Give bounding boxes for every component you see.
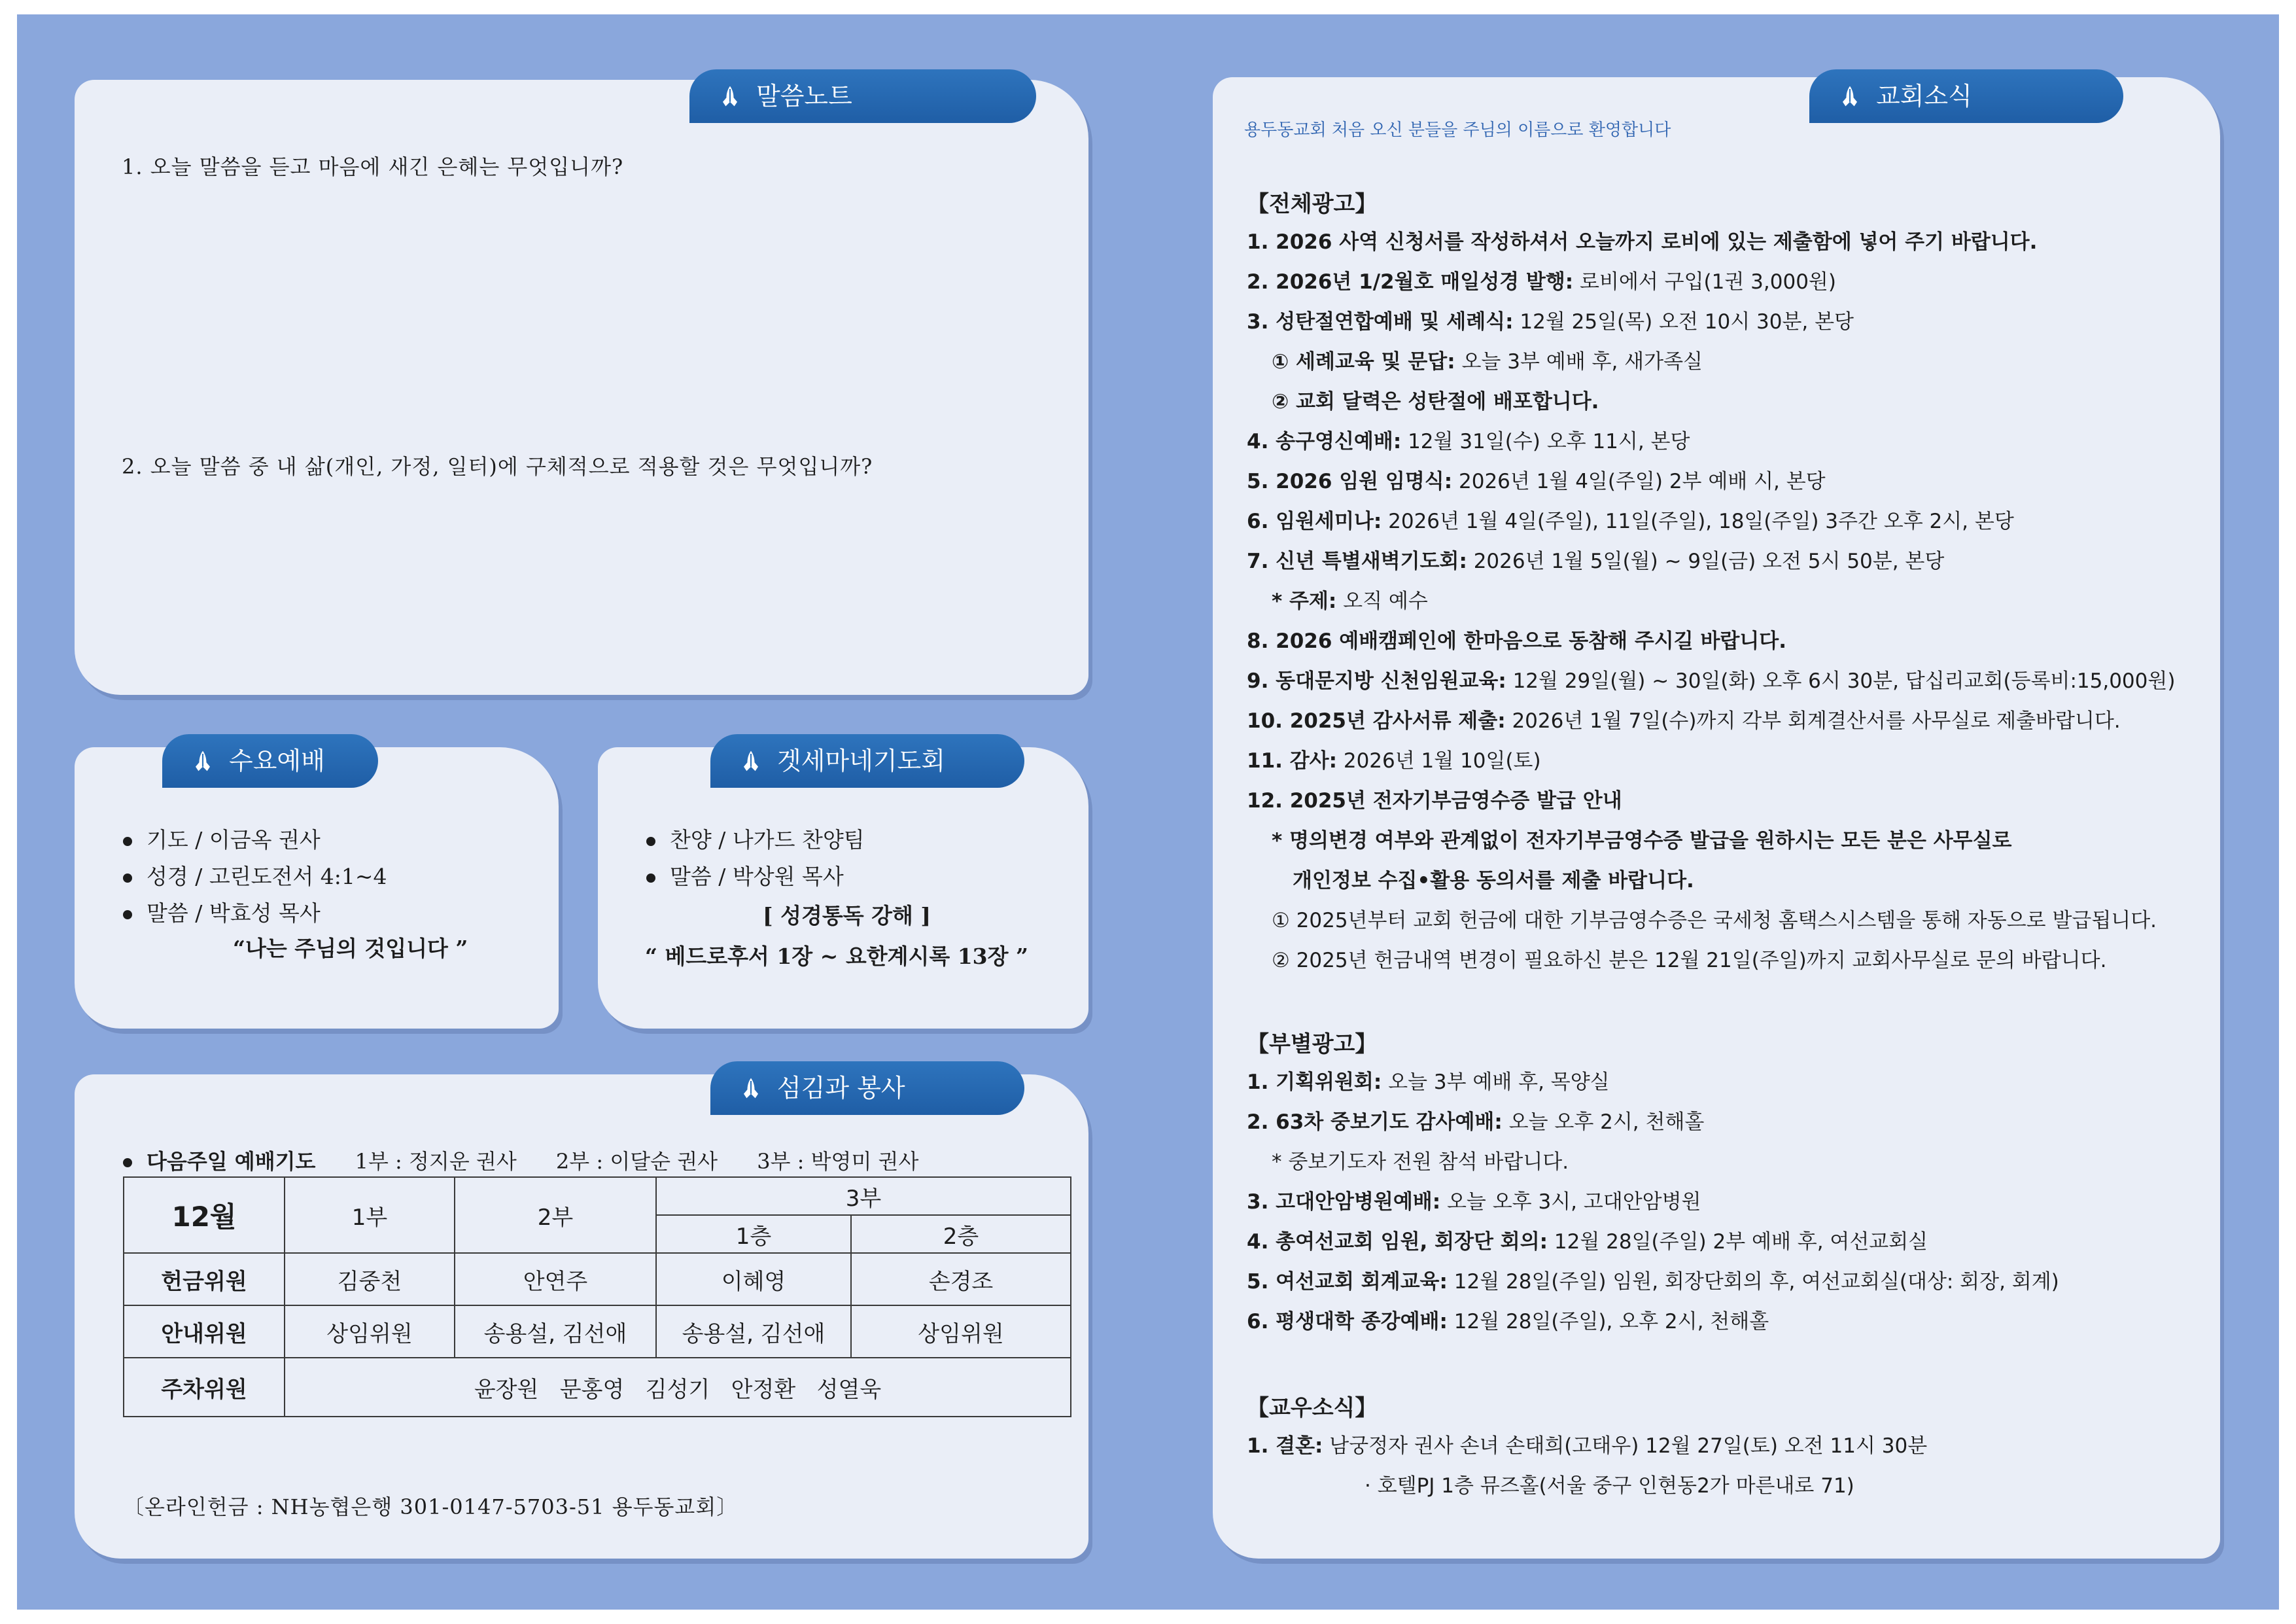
next-sunday-prayers	[123, 1145, 918, 1175]
news-line	[1247, 1065, 1610, 1095]
news-line	[1293, 864, 1694, 893]
church-news-tab	[1809, 69, 2123, 123]
news-line-bold: * 명의변경 여부와 관계없이 전자기부금영수증 발급을 원하시는 모든 분은 사무실로	[1272, 829, 2012, 853]
wednesday-item: 기도 / 이금옥 권사	[123, 823, 321, 854]
news-line-text: 오직 예수	[1336, 590, 1428, 613]
news-line-bold: 7. 신년 특별새벽기도회:	[1247, 550, 1467, 573]
cell: 이혜영	[656, 1253, 851, 1305]
news-line-bold: 10. 2025년 감사서류 제출:	[1247, 709, 1506, 733]
news-line	[1247, 784, 1622, 813]
cell: 상임위원	[285, 1305, 455, 1358]
news-line	[1247, 1265, 2059, 1294]
news-line-text: 12월 28일(주일) 2부 예배 후, 여선교회실	[1548, 1230, 1928, 1254]
news-line-bold: 1. 결혼:	[1247, 1434, 1323, 1458]
wednesday-title: 수요예배	[229, 747, 325, 775]
service-tab	[710, 1061, 1024, 1115]
news-line-bold: 6. 평생대학 종강예배:	[1247, 1310, 1448, 1333]
news-line-bold: 1. 2026 사역 신청서를 작성하셔서 오늘까지 로비에 있는 제출함에 넣어 주기 바랍니다.	[1247, 230, 2038, 254]
member-news-header: 【교우소식】	[1247, 1395, 1378, 1421]
header-1bu: 1부	[285, 1177, 455, 1253]
cell: 김중천	[285, 1253, 455, 1305]
news-line-bold: 3. 고대안암병원예배:	[1247, 1190, 1441, 1214]
news-line	[1247, 1429, 1927, 1458]
news-line-text: 로비에서 구입(1권 3,000원)	[1573, 270, 1836, 294]
news-line-bold: 2. 2026년 1/2월호 매일성경 발행:	[1247, 270, 1574, 294]
news-line	[1247, 225, 2037, 255]
news-line-text: ② 2025년 헌금내역 변경이 필요하신 분은 12월 21일(주일)까지 교회사무실로 문의 바랍니다.	[1272, 949, 2107, 972]
news-line-bold: 3. 성탄절연합예배 및 세례식:	[1247, 310, 1514, 334]
news-line-text: 2026년 1월 7일(수)까지 각부 회계결산서를 사무실로 제출바랍니다.	[1505, 709, 2121, 733]
news-line	[1247, 305, 1854, 334]
news-line-text: 2026년 1월 4일(주일), 11일(주일), 18일(주일) 3주간 오후 2시, 본당	[1382, 510, 2014, 533]
news-line-text: * 중보기도자 전원 참석 바랍니다.	[1272, 1150, 1569, 1174]
news-line	[1272, 345, 1703, 374]
gethsemane-range: “ 베드로후서 1장 ~ 요한계시록 13장 ”	[645, 944, 1028, 969]
news-line-text: ① 2025년부터 교회 헌금에 대한 기부금영수증은 국세청 홈택스시스템을 통해 자동으로 발급됩니다.	[1272, 909, 2157, 932]
news-line	[1247, 664, 2175, 694]
gethsemane-tab	[710, 734, 1024, 788]
news-line	[1247, 1225, 1928, 1254]
news-line	[1247, 1185, 1701, 1214]
news-line-bold: 1. 기획위원회:	[1247, 1070, 1382, 1094]
cell: 송용설, 김선애	[656, 1305, 851, 1358]
wednesday-sermon-title: “나는 주님의 것입니다 ”	[233, 936, 468, 961]
sermon-note-title: 말씀노트	[756, 82, 852, 111]
prayer-label: 다음주일 예배기도	[147, 1149, 316, 1174]
gethsemane-item: 찬양 / 나가드 찬양팀	[646, 823, 865, 854]
month-cell: 12월	[124, 1177, 285, 1253]
church-news-panel	[1213, 77, 2220, 1559]
news-line-text: 12월 31일(수) 오후 11시, 본당	[1401, 430, 1690, 453]
news-line-bold: 6. 임원세미나:	[1247, 510, 1382, 533]
sermon-question-2: 2. 오늘 말씀 중 내 삶(개인, 가정, 일터)에 구체적으로 적용할 것은 무엇입니까?	[122, 454, 873, 479]
news-line-text: 2026년 1월 5일(월) ~ 9일(금) 오전 5시 50분, 본당	[1467, 550, 1945, 573]
gethsemane-title: 겟세마네기도회	[777, 747, 945, 775]
news-line	[1247, 504, 2014, 534]
news-line-text: 오늘 3부 예배 후, 새가족실	[1455, 350, 1703, 374]
news-line	[1247, 425, 1690, 454]
news-line	[1247, 465, 1826, 494]
news-line	[1247, 744, 1541, 773]
parking-names: 윤장원 문홍영 김성기 안정환 성열욱	[285, 1358, 1071, 1417]
header-1f: 1층	[656, 1215, 851, 1253]
welcome-text: 용두동교회 처음 오신 분들을 주님의 이름으로 환영합니다	[1244, 120, 1671, 140]
row-label: 헌금위원	[124, 1253, 285, 1305]
news-line-bold: 개인정보 수집•활용 동의서를 제출 바랍니다.	[1293, 869, 1694, 892]
news-line	[1272, 1145, 1569, 1174]
news-line	[1247, 1305, 1769, 1334]
church-news-title: 교회소식	[1876, 82, 1972, 111]
bulletin-sheet	[17, 14, 2279, 1610]
news-line-text: 오늘 오후 3시, 고대안암병원	[1440, 1190, 1701, 1214]
news-line-text: 오늘 오후 2시, 천해홀	[1502, 1110, 1705, 1134]
news-line	[1365, 1469, 1854, 1498]
news-line-text: 남궁정자 권사 손녀 손태희(고태우) 12월 27일(토) 오전 11시 30분	[1323, 1434, 1928, 1458]
news-line-bold: 2. 63차 중보기도 감사예배:	[1247, 1110, 1503, 1134]
news-line-bold: 4. 총여선교회 임원, 회장단 회의:	[1247, 1230, 1548, 1254]
wednesday-item: 말씀 / 박효성 목사	[123, 896, 321, 927]
header-3bu: 3부	[656, 1177, 1071, 1215]
news-line	[1247, 1105, 1704, 1135]
news-line-bold: 12. 2025년 전자기부금영수증 발급 안내	[1247, 789, 1622, 813]
news-line	[1247, 544, 1944, 574]
cell: 안연주	[455, 1253, 656, 1305]
news-line	[1272, 385, 1599, 414]
dept-ads-header: 【부별광고】	[1247, 1031, 1378, 1057]
bullet-icon	[123, 837, 132, 846]
cell: 상임위원	[851, 1305, 1071, 1358]
news-line-bold: 11. 감사:	[1247, 749, 1337, 773]
news-line	[1247, 704, 2121, 733]
news-line-text: 오늘 3부 예배 후, 목양실	[1382, 1070, 1610, 1094]
sermon-question-1: 1. 오늘 말씀을 듣고 마음에 새긴 은혜는 무엇입니까?	[122, 154, 624, 179]
news-line-text: 12월 25일(목) 오전 10시 30분, 본당	[1513, 310, 1854, 334]
news-line-text: 12월 28일(주일), 오후 2시, 천해홀	[1447, 1310, 1769, 1333]
news-line-bold: 5. 2026 임원 임명식:	[1247, 470, 1453, 493]
header-2f: 2층	[851, 1215, 1071, 1253]
praying-hands-icon	[737, 1074, 765, 1103]
prayer-3: 3부 : 박영미 권사	[757, 1149, 919, 1174]
news-line-bold: 5. 여선교회 회계교육:	[1247, 1270, 1448, 1294]
wednesday-item: 성경 / 고린도전서 4:1~4	[123, 860, 387, 891]
news-line-text: 2026년 1월 4일(주일) 2부 예배 시, 본당	[1452, 470, 1826, 493]
bullet-icon	[123, 910, 132, 919]
praying-hands-icon	[716, 82, 744, 111]
praying-hands-icon	[1835, 82, 1864, 111]
news-line-bold: 8. 2026 예배캠페인에 한마음으로 동참해 주시길 바랍니다.	[1247, 629, 1787, 653]
news-line	[1272, 944, 2106, 973]
news-line-bold: * 주제:	[1272, 590, 1337, 613]
prayer-2: 2부 : 이달순 권사	[555, 1149, 718, 1174]
service-title: 섬김과 봉사	[777, 1074, 905, 1103]
online-offering: 〔온라인헌금 : NH농협은행 301-0147-5703-51 용두동교회〕	[123, 1494, 739, 1519]
bullet-icon	[123, 1158, 132, 1167]
bullet-icon	[123, 874, 132, 883]
news-line	[1272, 824, 2012, 853]
gethsemane-subtitle: [ 성경통독 강해 ]	[763, 903, 931, 928]
sermon-note-tab	[689, 69, 1036, 123]
news-line-bold: 9. 동대문지방 신천임원교육:	[1247, 669, 1506, 693]
news-line	[1272, 584, 1428, 614]
news-line-bold: ① 세례교육 및 문답:	[1272, 350, 1455, 374]
news-line-text: 12월 28일(주일) 임원, 회장단회의 후, 여선교회실(대상: 회장, 회계)	[1447, 1270, 2059, 1294]
news-line-text: · 호텔PJ 1층 뮤즈홀(서울 중구 인현동2가 마른내로 71)	[1365, 1474, 1854, 1498]
general-ads-header: 【전체광고】	[1247, 191, 1378, 217]
news-line-text: 12월 29일(월) ~ 30일(화) 오후 6시 30분, 답십리교회(등록비:15,000원)	[1506, 669, 2176, 693]
news-line	[1272, 904, 2157, 933]
cell: 손경조	[851, 1253, 1071, 1305]
prayer-1: 1부 : 정지운 권사	[355, 1149, 517, 1174]
gethsemane-item: 말씀 / 박상원 목사	[646, 860, 844, 891]
parking-label: 주차위원	[124, 1358, 285, 1417]
news-line-bold: ② 교회 달력은 성탄절에 배포합니다.	[1272, 390, 1599, 414]
news-line	[1247, 624, 1786, 654]
cell: 송용설, 김선애	[455, 1305, 656, 1358]
bullet-icon	[646, 874, 655, 883]
wednesday-tab	[162, 734, 378, 788]
praying-hands-icon	[188, 747, 217, 775]
praying-hands-icon	[737, 747, 765, 775]
header-2bu: 2부	[455, 1177, 656, 1253]
news-line	[1247, 265, 1836, 294]
duty-table	[123, 1176, 1071, 1417]
news-line-bold: 4. 송구영신예배:	[1247, 430, 1402, 453]
news-line-text: 2026년 1월 10일(토)	[1337, 749, 1541, 773]
bullet-icon	[646, 837, 655, 846]
row-label: 안내위원	[124, 1305, 285, 1358]
